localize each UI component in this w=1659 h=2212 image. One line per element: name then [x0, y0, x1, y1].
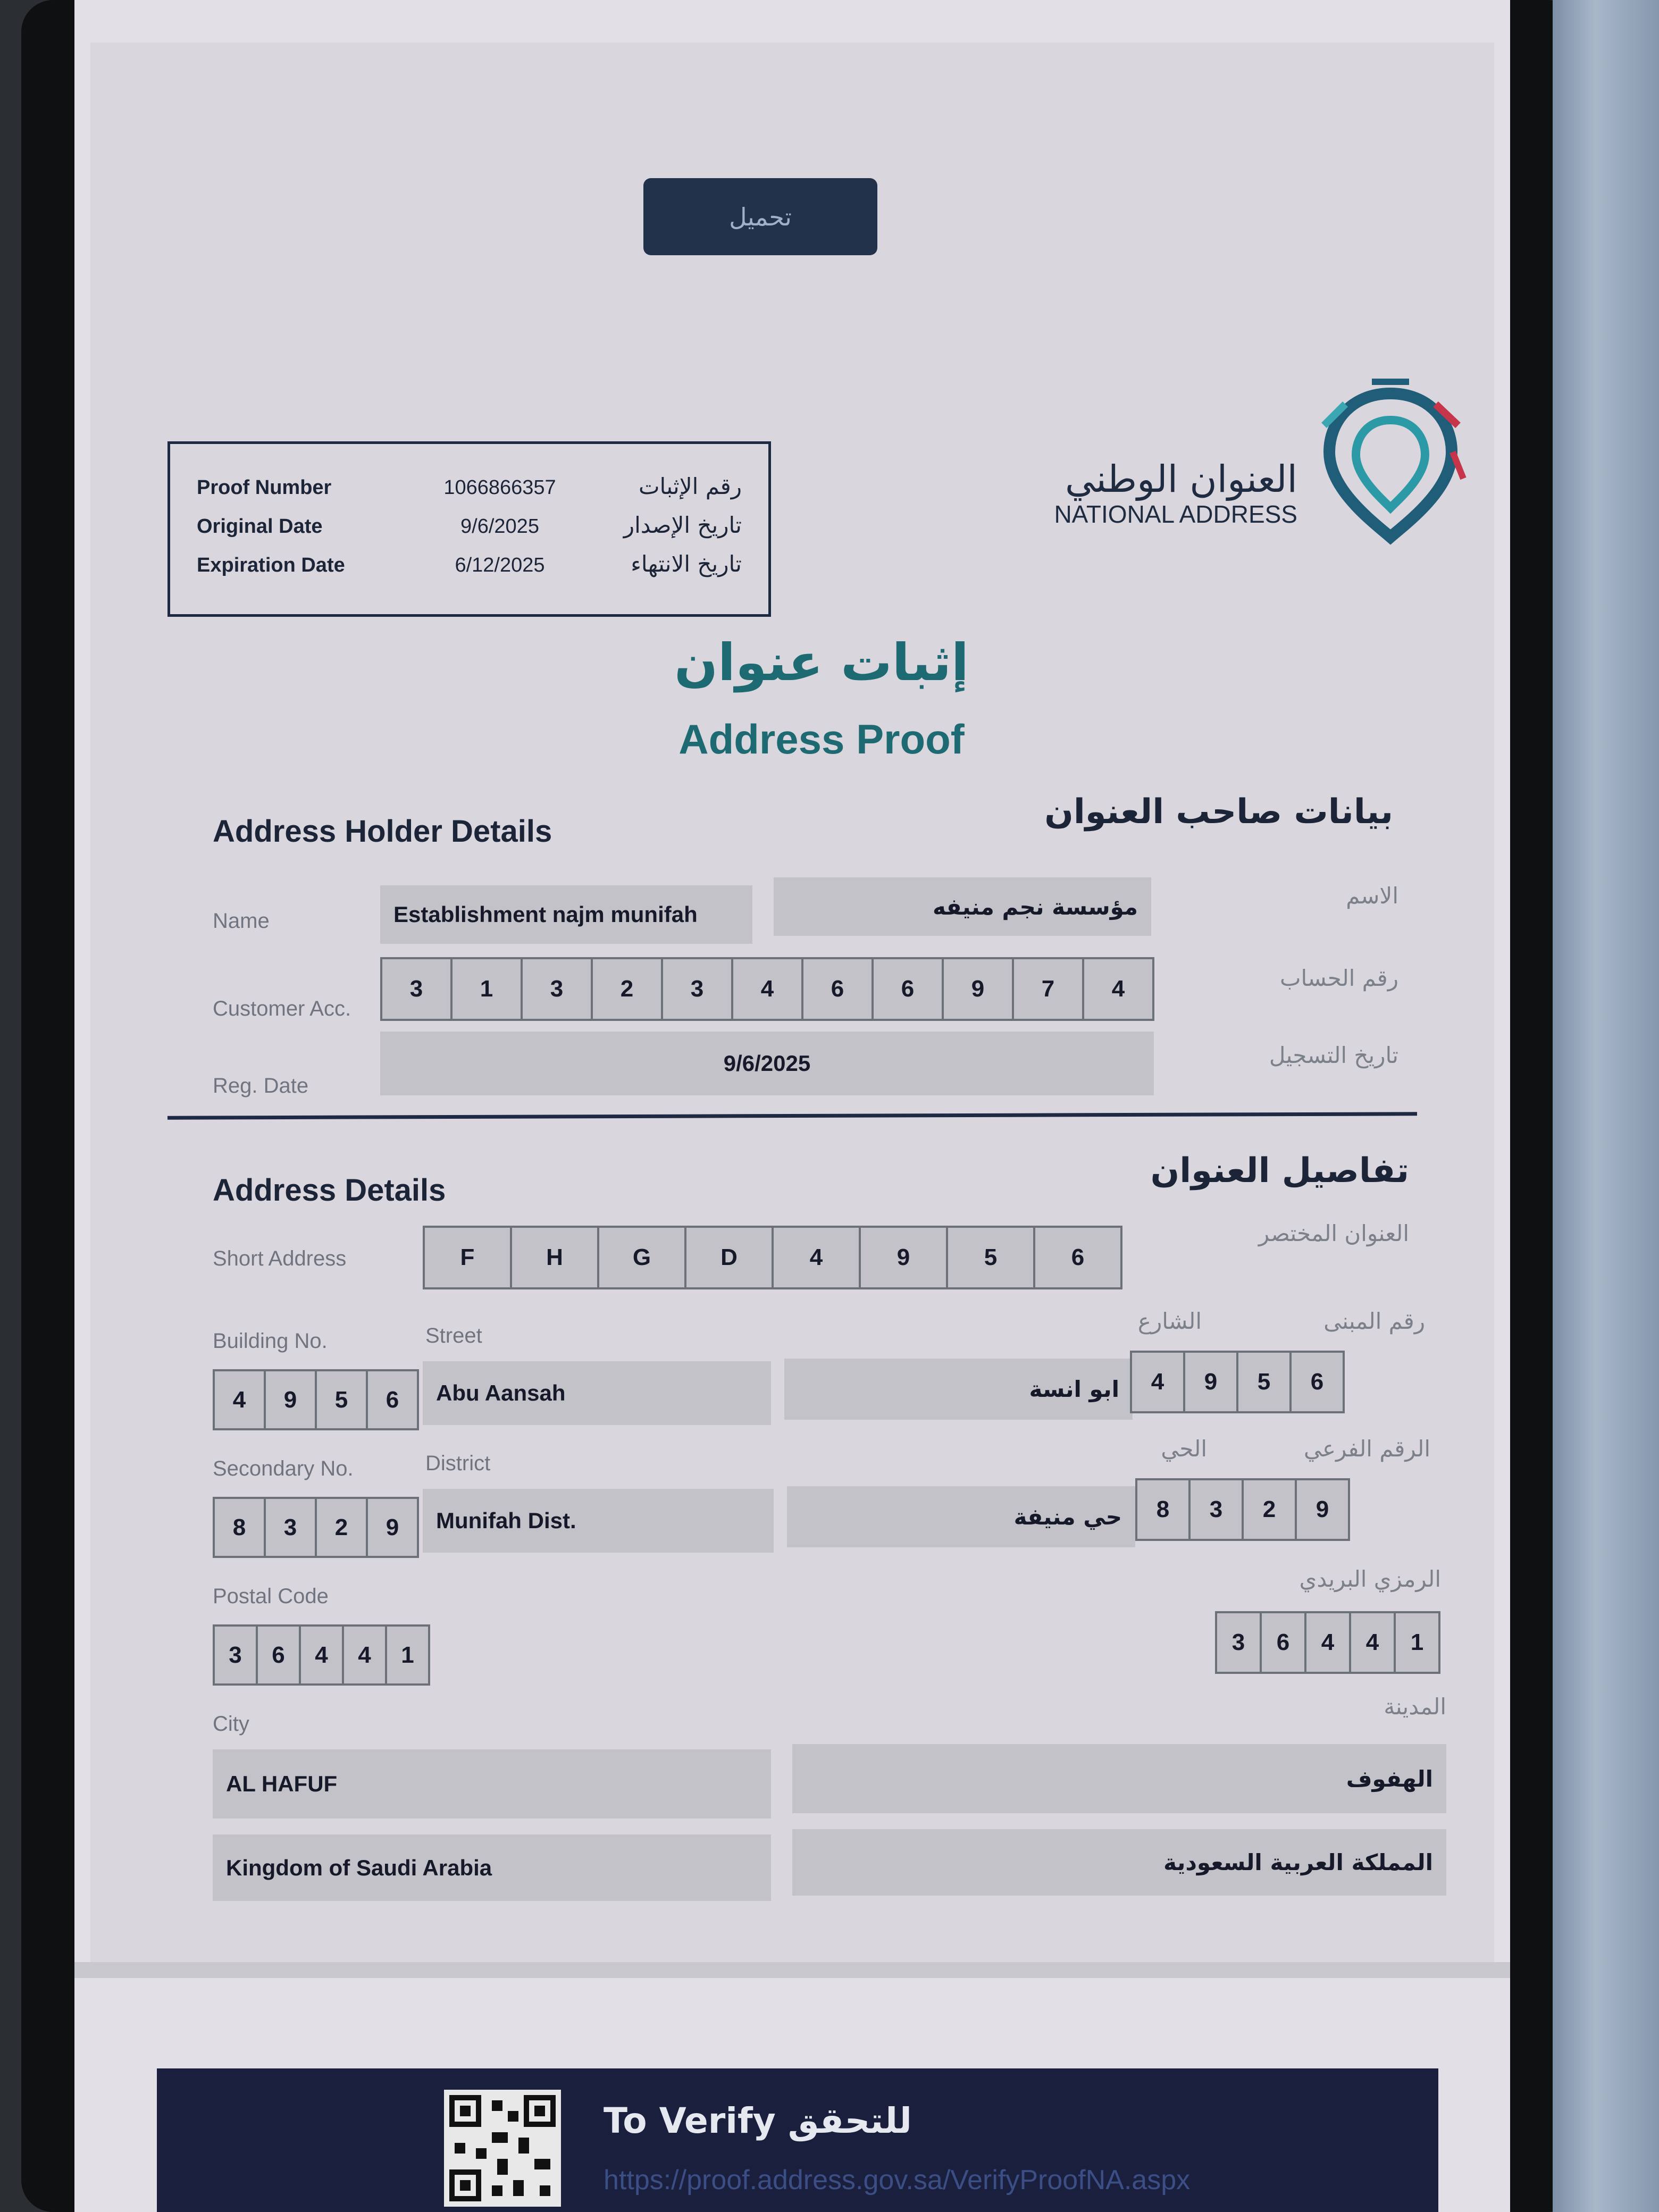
address-heading-en: Address Details: [213, 1173, 446, 1208]
verify-link[interactable]: https://proof.address.gov.sa/VerifyProofNA.aspx: [604, 2165, 1191, 2196]
reg-date-field: 9/6/2025: [380, 1032, 1154, 1095]
short-address-label: Short Address: [213, 1247, 347, 1270]
acc-digit: 3: [661, 957, 733, 1021]
customer-acc-label-ar: رقم الحساب: [1279, 965, 1398, 991]
expiration-date-value: 6/12/2025: [455, 554, 545, 576]
building-digit-ar: 9: [1183, 1351, 1238, 1413]
secondary-digit-ar: 3: [1188, 1478, 1244, 1541]
short-address-char: D: [684, 1226, 774, 1289]
name-field-ar: مؤسسة نجم منيفه: [774, 877, 1151, 936]
acc-digit: 2: [591, 957, 663, 1021]
city-field-en: AL HAFUF: [213, 1749, 771, 1819]
building-digit: 5: [315, 1369, 368, 1430]
page-title-ar: إثبات عنوان: [674, 633, 969, 692]
proof-number-label: Proof Number: [197, 476, 332, 499]
acc-digit: 7: [1012, 957, 1084, 1021]
verify-title: To Verify للتحقق: [604, 2100, 912, 2141]
street-field-en: Abu Aansah: [423, 1361, 771, 1425]
address-proof-document: [90, 43, 1494, 1962]
building-no-boxes-ar: [1130, 1351, 1345, 1413]
building-digit: 9: [264, 1369, 317, 1430]
building-no-boxes: [213, 1369, 419, 1430]
original-date-label-ar: تاريخ الإصدار: [623, 512, 742, 538]
expiration-date-label-ar: تاريخ الانتهاء: [631, 551, 742, 577]
postal-digit-ar: 4: [1304, 1611, 1351, 1674]
building-no-label-ar: رقم المبنى: [1323, 1308, 1425, 1334]
acc-digit: 3: [380, 957, 453, 1021]
proof-number-label-ar: رقم الإثبات: [639, 473, 742, 499]
short-address-char: G: [597, 1226, 686, 1289]
acc-digit: 1: [450, 957, 523, 1021]
customer-acc-label: Customer Acc.: [213, 997, 351, 1020]
expiration-date-row: [170, 546, 768, 585]
postal-digit-ar: 1: [1394, 1611, 1440, 1674]
name-label-ar: الاسم: [1346, 883, 1398, 909]
city-label-ar: المدينة: [1384, 1694, 1446, 1720]
district-label: District: [425, 1452, 491, 1475]
district-label-ar: الحي: [1161, 1436, 1207, 1462]
short-address-char: 6: [1033, 1226, 1122, 1289]
short-address-char: 5: [946, 1226, 1035, 1289]
background-fabric: [1553, 0, 1659, 2212]
download-button[interactable]: تحميل: [643, 178, 877, 255]
secondary-no-boxes: [213, 1497, 419, 1558]
street-label-ar: الشارع: [1137, 1308, 1202, 1334]
customer-acc-boxes: [380, 957, 1154, 1021]
acc-digit: 9: [942, 957, 1014, 1021]
postal-digit: 1: [385, 1624, 430, 1686]
name-field-en: Establishment najm munifah: [380, 885, 752, 944]
secondary-digit: 2: [315, 1497, 368, 1558]
secondary-no-label-ar: الرقم الفرعي: [1304, 1436, 1430, 1462]
postal-digit: 6: [256, 1624, 301, 1686]
postal-digit-ar: 3: [1215, 1611, 1262, 1674]
postal-digit: 4: [299, 1624, 344, 1686]
logo-text-en: NATIONAL ADDRESS: [1054, 500, 1297, 528]
screen: [74, 0, 1510, 2212]
building-digit-ar: 5: [1236, 1351, 1292, 1413]
acc-digit: 6: [872, 957, 944, 1021]
reg-date-label-ar: تاريخ التسجيل: [1269, 1042, 1398, 1068]
short-address-char: H: [510, 1226, 599, 1289]
original-date-value: 9/6/2025: [460, 515, 539, 538]
secondary-no-label: Secondary No.: [213, 1457, 354, 1480]
building-digit-ar: 4: [1130, 1351, 1185, 1413]
secondary-digit-ar: 8: [1135, 1478, 1191, 1541]
postal-code-boxes: [213, 1624, 430, 1686]
page-title-en: Address Proof: [678, 716, 965, 763]
district-field-en: Munifah Dist.: [423, 1489, 774, 1553]
proof-info-box: [167, 441, 771, 617]
reg-date-label: Reg. Date: [213, 1074, 309, 1097]
verify-banner: [157, 2068, 1438, 2212]
national-address-pin-icon: [1313, 372, 1468, 548]
building-digit: 4: [213, 1369, 266, 1430]
proof-number-row: [170, 468, 768, 507]
district-field-ar: حي منيفة: [787, 1486, 1135, 1547]
secondary-digit-ar: 2: [1242, 1478, 1297, 1541]
secondary-digit-ar: 9: [1295, 1478, 1350, 1541]
qr-code-icon[interactable]: [444, 2090, 561, 2207]
postal-digit-ar: 6: [1260, 1611, 1306, 1674]
postal-code-boxes-ar: [1215, 1611, 1440, 1674]
acc-digit: 3: [521, 957, 593, 1021]
building-no-label: Building No.: [213, 1329, 328, 1353]
short-address-boxes: [423, 1226, 1122, 1289]
short-address-char: F: [423, 1226, 512, 1289]
acc-digit: 6: [801, 957, 874, 1021]
short-address-char: 4: [772, 1226, 861, 1289]
acc-digit: 4: [1082, 957, 1154, 1021]
original-date-label: Original Date: [197, 515, 323, 538]
postal-digit: 4: [342, 1624, 387, 1686]
postal-digit-ar: 4: [1349, 1611, 1396, 1674]
building-digit: 6: [366, 1369, 419, 1430]
city-label: City: [213, 1712, 249, 1736]
city-field-ar: الهفوف: [792, 1744, 1446, 1813]
address-heading-ar: تفاصيل العنوان: [1150, 1151, 1409, 1191]
short-address-char: 9: [859, 1226, 948, 1289]
secondary-digit: 9: [366, 1497, 419, 1558]
section-divider: [167, 1112, 1417, 1119]
street-label: Street: [425, 1324, 482, 1347]
secondary-digit: 8: [213, 1497, 266, 1558]
document-footer-separator: [74, 1962, 1510, 1978]
secondary-no-boxes-ar: [1135, 1478, 1350, 1541]
holder-heading-ar: بيانات صاحب العنوان: [1044, 792, 1393, 832]
short-address-label-ar: العنوان المختصر: [1258, 1220, 1409, 1246]
postal-digit: 3: [213, 1624, 258, 1686]
postal-code-label: Postal Code: [213, 1585, 329, 1608]
acc-digit: 4: [731, 957, 803, 1021]
name-label: Name: [213, 909, 270, 933]
original-date-row: [170, 507, 768, 546]
proof-number-value: 1066866357: [443, 476, 556, 499]
country-field-ar: المملكة العربية السعودية: [792, 1829, 1446, 1896]
postal-code-label-ar: الرمزي البريدي: [1299, 1566, 1441, 1592]
logo-text-ar: العنوان الوطني: [1065, 457, 1297, 501]
country-field-en: Kingdom of Saudi Arabia: [213, 1834, 771, 1901]
secondary-digit: 3: [264, 1497, 317, 1558]
street-field-ar: ابو انسة: [784, 1359, 1133, 1420]
building-digit-ar: 6: [1289, 1351, 1345, 1413]
expiration-date-label: Expiration Date: [197, 554, 345, 576]
holder-heading-en: Address Holder Details: [213, 814, 552, 849]
